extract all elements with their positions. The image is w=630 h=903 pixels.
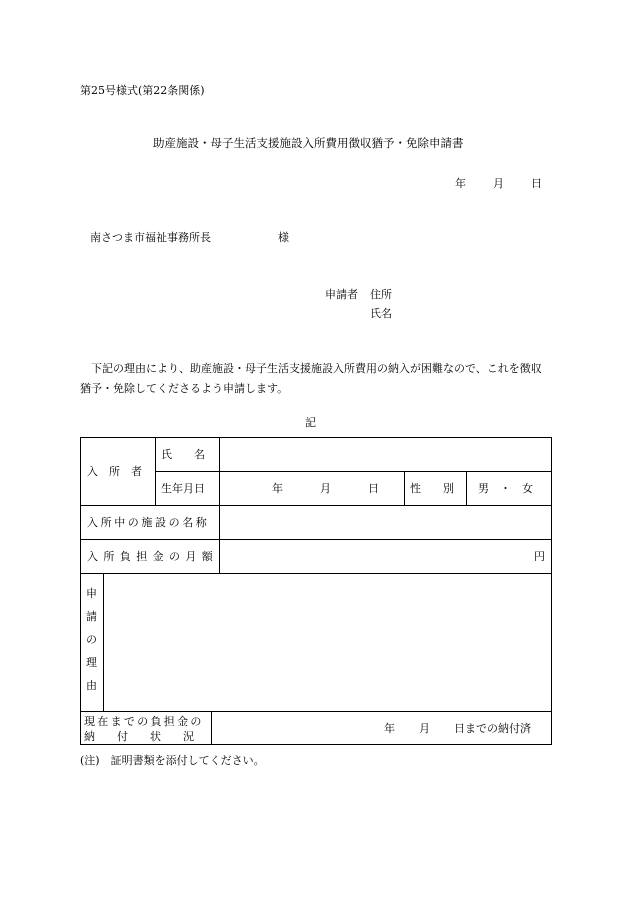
addressee-honorific: 様 xyxy=(278,231,289,244)
reason-char: 理 xyxy=(86,656,97,669)
birth-year: 年 xyxy=(272,482,283,495)
table-line xyxy=(81,573,552,574)
applicant-address-label: 住所 xyxy=(370,288,392,301)
table-line xyxy=(219,438,220,573)
payment-suffix: 日までの納付済 xyxy=(454,722,531,735)
date-month: 月 xyxy=(493,177,504,190)
table-line xyxy=(404,471,405,505)
payment-label-line1: 現在までの負担金の xyxy=(84,715,204,728)
footnote: (注) 証明書類を添付してください。 xyxy=(80,754,265,767)
reason-char: 申 xyxy=(86,587,97,600)
date-line xyxy=(455,178,542,189)
name-label: 氏 名 xyxy=(161,448,205,461)
form-number: 第25号様式(第22条関係) xyxy=(80,84,205,97)
reason-char: 請 xyxy=(86,610,97,623)
birthdate-label: 生年月日 xyxy=(161,482,205,495)
applicant-name-label: 氏名 xyxy=(370,307,392,320)
monthly-fee-label: 入所負担金の月額 xyxy=(87,550,219,563)
table-line xyxy=(211,711,212,745)
table-line xyxy=(466,471,467,505)
payment-year: 年 xyxy=(384,722,395,735)
birth-day: 日 xyxy=(368,482,379,495)
payment-label-line2: 納 付 状 況 xyxy=(84,730,194,743)
resident-label: 入 所 者 xyxy=(87,465,142,478)
gender-options: 男 ・ 女 xyxy=(478,482,533,495)
payment-month: 月 xyxy=(419,722,430,735)
yen-label: 円 xyxy=(534,550,545,563)
table-line xyxy=(81,539,552,540)
applicant-label: 申請者 xyxy=(325,288,358,301)
table-line xyxy=(155,438,156,505)
date-year: 年 xyxy=(455,177,466,190)
table-line xyxy=(81,505,552,506)
addressee-name: 南さつま市福祉事務所長 xyxy=(90,231,211,244)
table-line xyxy=(81,711,552,712)
reason-char: 由 xyxy=(86,679,97,692)
ki-label: 記 xyxy=(305,416,316,429)
date-day: 日 xyxy=(531,177,542,190)
birth-month: 月 xyxy=(320,482,331,495)
request-text: 下記の理由により、助産施設・母子生活支援施設入所費用の納入が困難なので、これを徴収猶予・免除してくださるよう申請します。 xyxy=(80,362,542,395)
table-line xyxy=(156,471,552,472)
reason-char: の xyxy=(86,633,97,646)
document-title: 助産施設・母子生活支援施設入所費用徴収猶予・免除申請書 xyxy=(153,136,464,150)
facility-label: 入所中の施設の名称 xyxy=(87,516,210,529)
application-table xyxy=(80,437,552,745)
gender-label: 性 別 xyxy=(410,482,454,495)
table-line xyxy=(103,573,104,711)
